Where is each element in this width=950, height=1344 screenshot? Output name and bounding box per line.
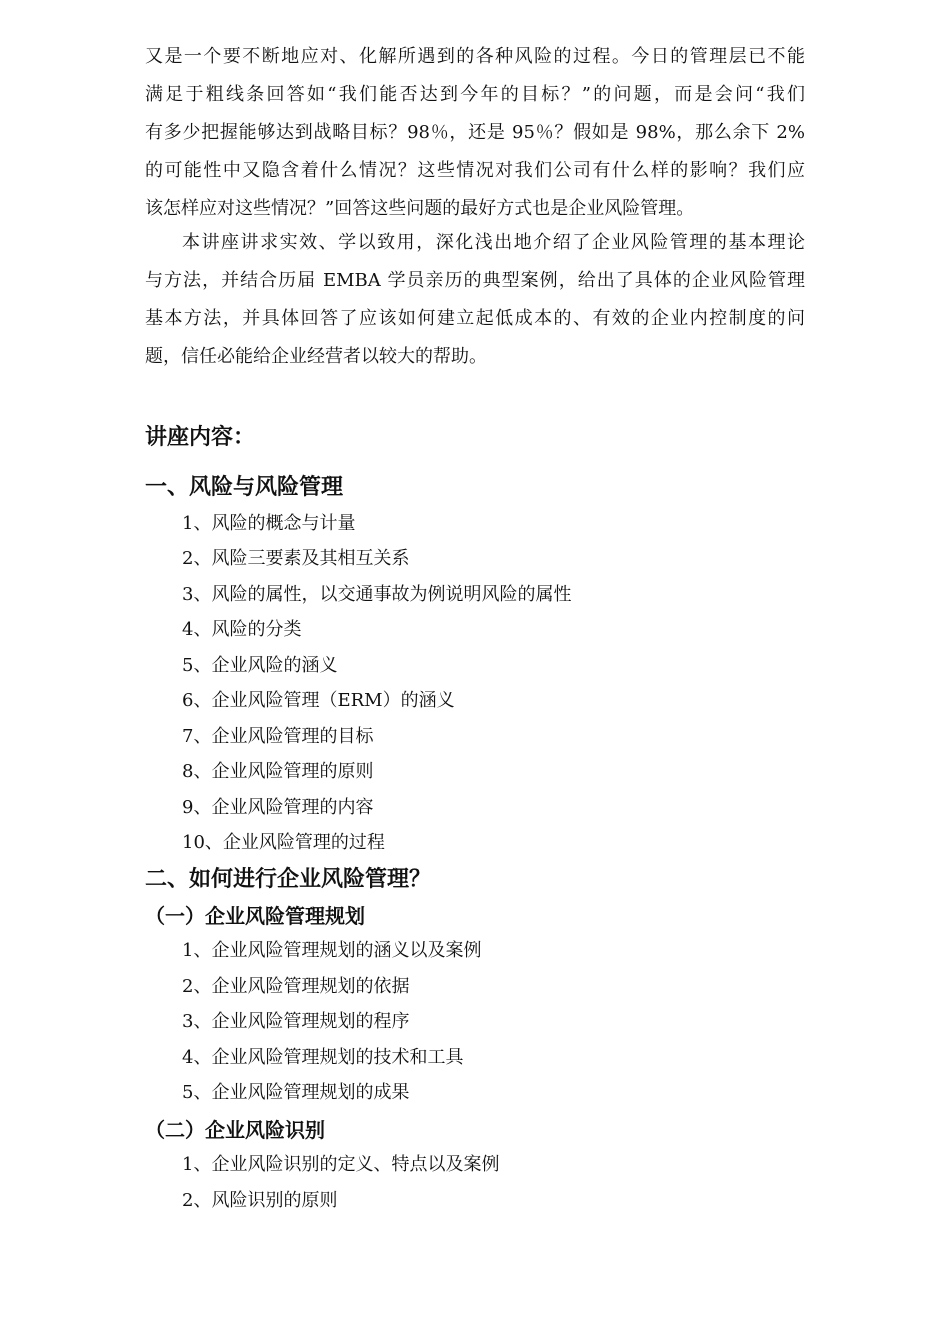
part2-sub1-heading: （一）企业风险管理规划 [145, 904, 365, 928]
list-item: 2、风险三要素及其相互关系 [182, 548, 410, 569]
intro-line: 有多少把握能够达到战略目标？98％，还是 95％？假如是 98%，那么余下 2% [145, 122, 805, 143]
list-item: 2、企业风险管理规划的依据 [182, 976, 410, 997]
part1-heading: 一、风险与风险管理 [145, 475, 344, 500]
part2-heading: 二、如何进行企业风险管理？ [145, 867, 432, 892]
list-item: 5、企业风险管理规划的成果 [182, 1082, 410, 1103]
part2-sub2-heading: （二）企业风险识别 [145, 1118, 325, 1142]
intro-line: 该怎样应对这些情况？”回答这些问题的最好方式也是企业风险管理。 [145, 198, 695, 219]
list-item: 1、企业风险识别的定义、特点以及案例 [182, 1154, 500, 1175]
intro-line: 的可能性中又隐含着什么情况？这些情况对我们公司有什么样的影响？我们应 [145, 160, 805, 181]
list-item: 1、风险的概念与计量 [182, 513, 356, 534]
contents-title: 讲座内容： [145, 425, 256, 450]
intro-line: 又是一个要不断地应对、化解所遇到的各种风险的过程。今日的管理层已不能 [145, 46, 805, 67]
intro-line: 满足于粗线条回答如“我们能否达到今年的目标？”的问题，而是会问“我们 [145, 84, 805, 105]
summary-line: 题，信任必能给企业经营者以较大的帮助。 [145, 346, 487, 367]
list-item: 2、风险识别的原则 [182, 1190, 338, 1211]
list-item: 3、企业风险管理规划的程序 [182, 1011, 410, 1032]
list-item: 4、企业风险管理规划的技术和工具 [182, 1047, 464, 1068]
list-item: 8、企业风险管理的原则 [182, 761, 374, 782]
summary-line: 基本方法，并具体回答了应该如何建立起低成本的、有效的企业内控制度的问 [145, 308, 805, 329]
list-item: 6、企业风险管理（ERM）的涵义 [182, 690, 455, 711]
list-item: 9、企业风险管理的内容 [182, 797, 374, 818]
list-item: 7、企业风险管理的目标 [182, 726, 374, 747]
list-item: 10、企业风险管理的过程 [182, 832, 385, 853]
summary-line: 与方法，并结合历届 EMBA 学员亲历的典型案例，给出了具体的企业风险管理 [145, 270, 805, 291]
list-item: 4、风险的分类 [182, 619, 302, 640]
list-item: 5、企业风险的涵义 [182, 655, 338, 676]
list-item: 3、风险的属性，以交通事故为例说明风险的属性 [182, 584, 572, 605]
summary-line: 本讲座讲求实效、学以致用，深化浅出地介绍了企业风险管理的基本理论 [182, 232, 805, 253]
list-item: 1、企业风险管理规划的涵义以及案例 [182, 940, 482, 961]
